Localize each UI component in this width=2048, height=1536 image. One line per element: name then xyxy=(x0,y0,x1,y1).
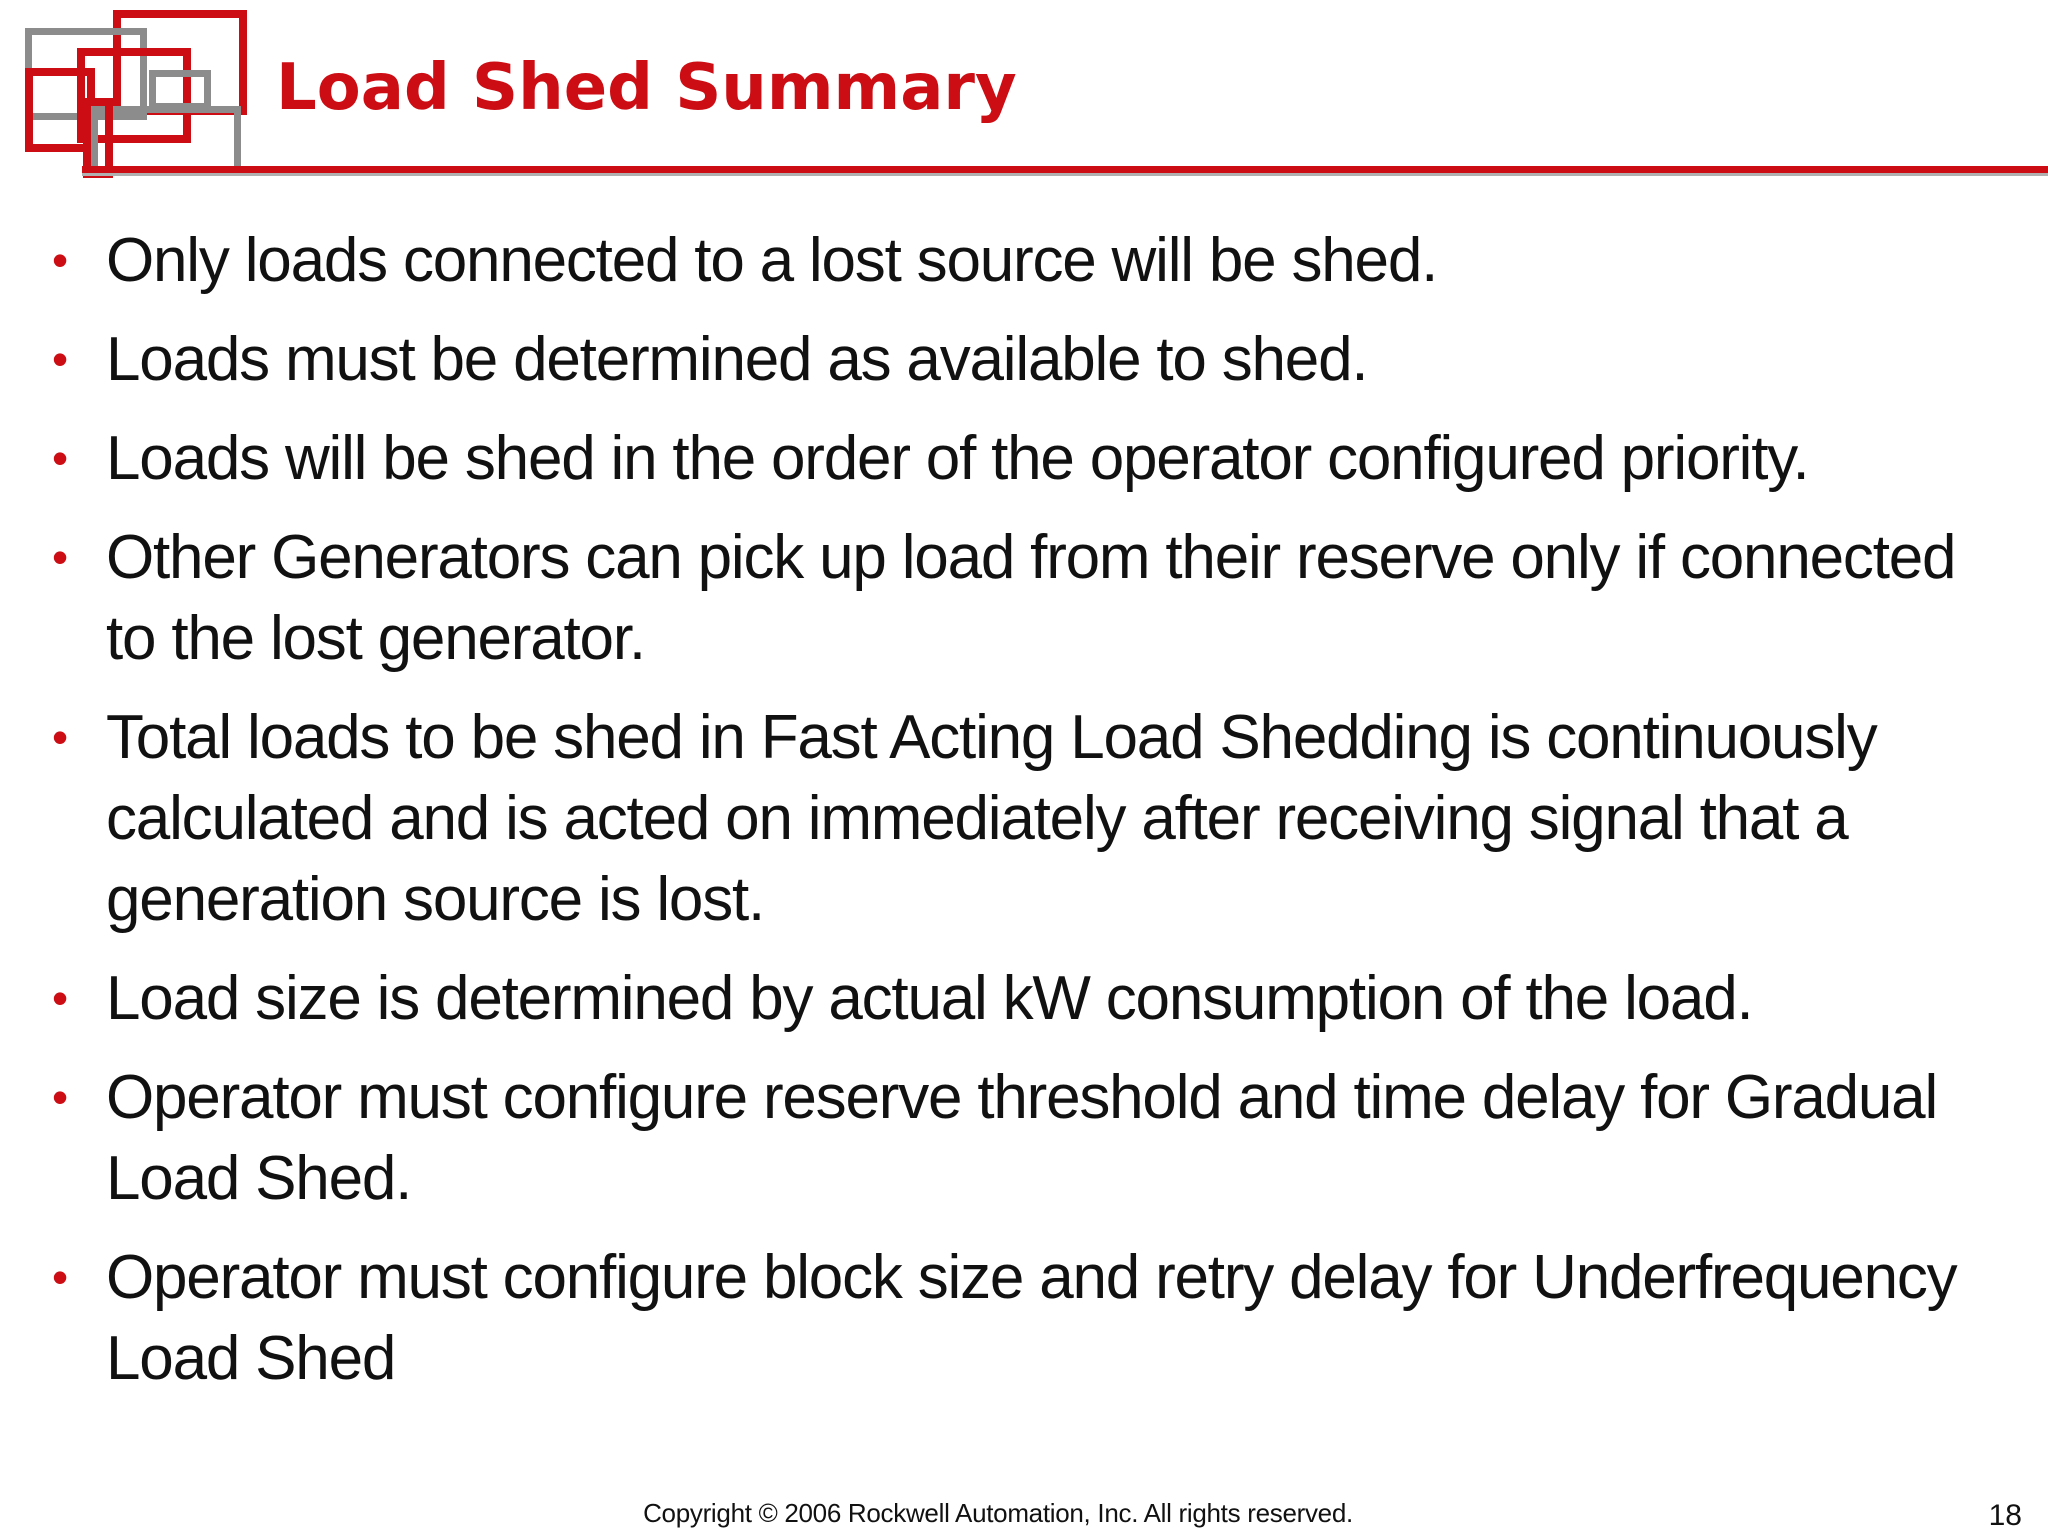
bullet-dot-icon: • xyxy=(52,432,67,484)
bullet-item xyxy=(0,220,2048,301)
bullet-dot-icon: • xyxy=(52,1251,67,1303)
bullet-text: Load size is determined by actual kW consumption of the load. xyxy=(106,964,1753,1033)
bullet-text: Operator must configure reserve threshold and time delay for Gradual Load Shed. xyxy=(106,1063,1938,1213)
bullet-dot-icon: • xyxy=(52,972,67,1024)
overlapping-squares-logo xyxy=(25,10,250,175)
bullet-text: Only loads connected to a lost source will be shed. xyxy=(106,226,1438,295)
bullet-text: Loads must be determined as available to shed. xyxy=(106,325,1368,394)
page-number: 18 xyxy=(1988,1499,2022,1532)
header-rule-shadow xyxy=(82,173,2048,176)
bullet-dot-icon: • xyxy=(52,711,67,763)
bullet-text: Other Generators can pick up load from their reserve only if connected to the lost generator. xyxy=(106,523,1956,673)
slide-title: Load Shed Summary xyxy=(276,51,1017,125)
bullet-text: Operator must configure block size and retry delay for Underfrequency Load Shed xyxy=(106,1243,1957,1393)
bullet-list xyxy=(0,220,2048,1417)
bullet-item xyxy=(0,1057,2048,1219)
bullet-text: Total loads to be shed in Fast Acting Load Shedding is continuously calculated and is acted on immediately after receiving signal that a generation source is lost. xyxy=(106,703,1877,934)
bullet-item xyxy=(0,319,2048,400)
bullet-dot-icon: • xyxy=(52,531,67,583)
bullet-item xyxy=(0,517,2048,679)
bullet-dot-icon: • xyxy=(52,1071,67,1123)
bullet-dot-icon: • xyxy=(52,333,67,385)
bullet-item xyxy=(0,1237,2048,1399)
header-rule xyxy=(82,166,2048,173)
bullet-text: Loads will be shed in the order of the operator configured priority. xyxy=(106,424,1809,493)
bullet-item xyxy=(0,697,2048,940)
copyright-notice: Copyright © 2006 Rockwell Automation, Inc. All rights reserved. xyxy=(643,1498,1353,1528)
bullet-item xyxy=(0,958,2048,1039)
bullet-dot-icon: • xyxy=(52,234,67,286)
bullet-item xyxy=(0,418,2048,499)
